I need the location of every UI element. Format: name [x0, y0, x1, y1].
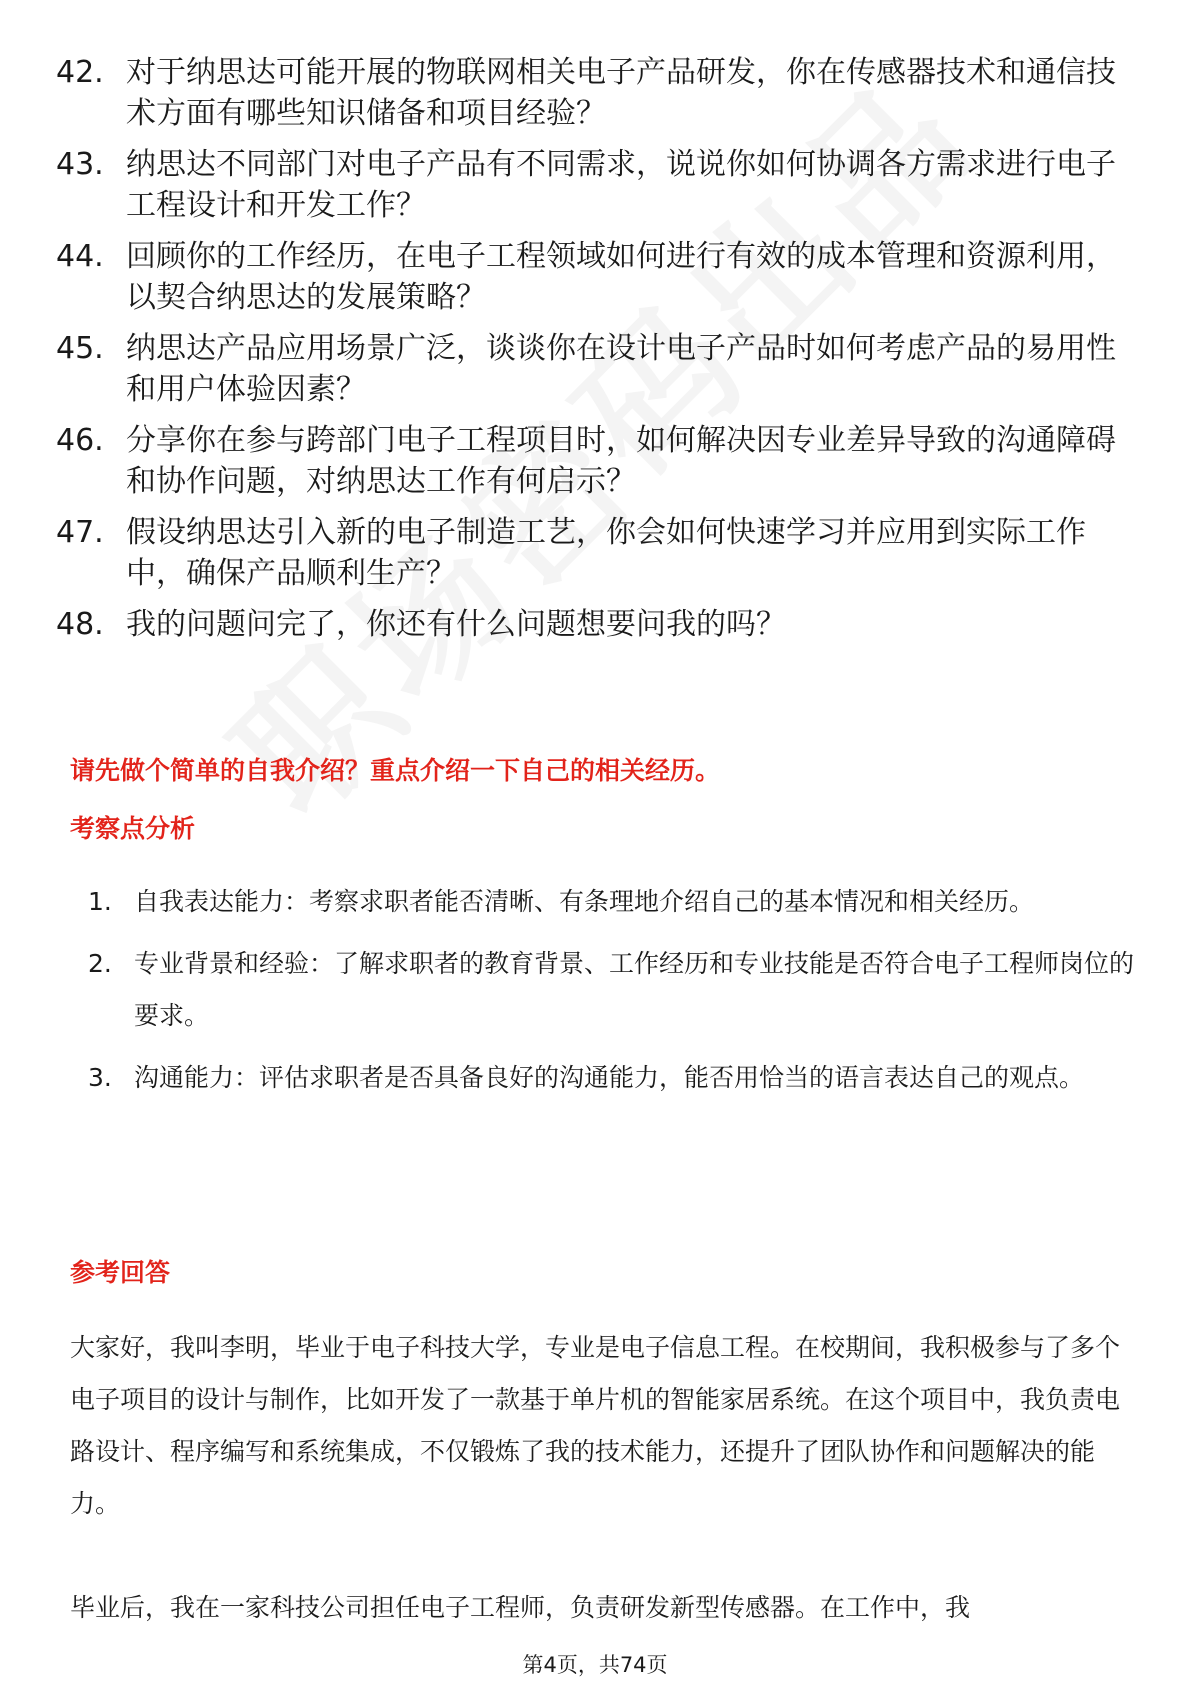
question-list — [56, 52, 1136, 655]
analysis-item — [80, 876, 1140, 928]
featured-question: 请先做个简单的自我介绍？重点介绍一下自己的相关经历。 — [70, 756, 721, 785]
question-text: 纳思达不同部门对电子产品有不同需求，说说你如何协调各方需求进行电子工程设计和开发工作？ — [126, 147, 1116, 223]
question-item — [56, 52, 1136, 134]
question-number: 43. — [56, 147, 104, 182]
question-item — [56, 512, 1136, 594]
question-item — [56, 420, 1136, 502]
question-text: 假设纳思达引入新的电子制造工艺，你会如何快速学习并应用到实际工作中，确保产品顺利生产？ — [126, 515, 1086, 591]
analysis-number: 2. — [88, 949, 112, 978]
question-text: 纳思达产品应用场景广泛，谈谈你在设计电子产品时如何考虑产品的易用性和用户体验因素？ — [126, 331, 1116, 407]
question-text: 回顾你的工作经历，在电子工程领域如何进行有效的成本管理和资源利用，以契合纳思达的发展策略？ — [126, 239, 1116, 315]
analysis-list — [80, 876, 1140, 1114]
question-text: 对于纳思达可能开展的物联网相关电子产品研发，你在传感器技术和通信技术方面有哪些知识储备和项目经验？ — [126, 55, 1116, 131]
analysis-text: 专业背景和经验：了解求职者的教育背景、工作经历和专业技能是否符合电子工程师岗位的要求。 — [134, 949, 1135, 1030]
answer-title: 参考回答 — [70, 1258, 171, 1287]
analysis-number: 1. — [88, 887, 112, 916]
question-item — [56, 144, 1136, 226]
analysis-item — [80, 1052, 1140, 1104]
answer-paragraph: 毕业后，我在一家科技公司担任电子工程师，负责研发新型传感器。在工作中，我 — [70, 1593, 971, 1622]
page-footer: 第4页，共74页 — [522, 1653, 668, 1677]
question-item — [56, 236, 1136, 318]
question-number: 48. — [56, 607, 104, 642]
analysis-text: 沟通能力：评估求职者是否具备良好的沟通能力，能否用恰当的语言表达自己的观点。 — [134, 1063, 1085, 1092]
question-item — [56, 328, 1136, 410]
analysis-number: 3. — [88, 1063, 112, 1092]
question-item — [56, 604, 1136, 645]
question-number: 46. — [56, 423, 104, 458]
question-number: 47. — [56, 515, 104, 550]
analysis-title: 考察点分析 — [70, 814, 196, 843]
question-number: 44. — [56, 239, 104, 274]
question-text: 我的问题问完了，你还有什么问题想要问我的吗？ — [126, 607, 786, 642]
analysis-item — [80, 938, 1140, 1042]
answer-paragraph: 大家好，我叫李明，毕业于电子科技大学，专业是电子信息工程。在校期间，我积极参与了多个电子项目的设计与制作，比如开发了一款基于单片机的智能家居系统。在这个项目中，我负责电路设计、程序编写和系统集成，不仅锻炼了我的技术能力，还提升了团队协作和问题解决的能力。 — [70, 1333, 1121, 1518]
question-number: 42. — [56, 55, 104, 90]
analysis-text: 自我表达能力：考察求职者能否清晰、有条理地介绍自己的基本情况和相关经历。 — [134, 887, 1035, 916]
question-text: 分享你在参与跨部门电子工程项目时，如何解决因专业差异导致的沟通障碍和协作问题，对纳思达工作有何启示？ — [126, 423, 1116, 499]
question-number: 45. — [56, 331, 104, 366]
